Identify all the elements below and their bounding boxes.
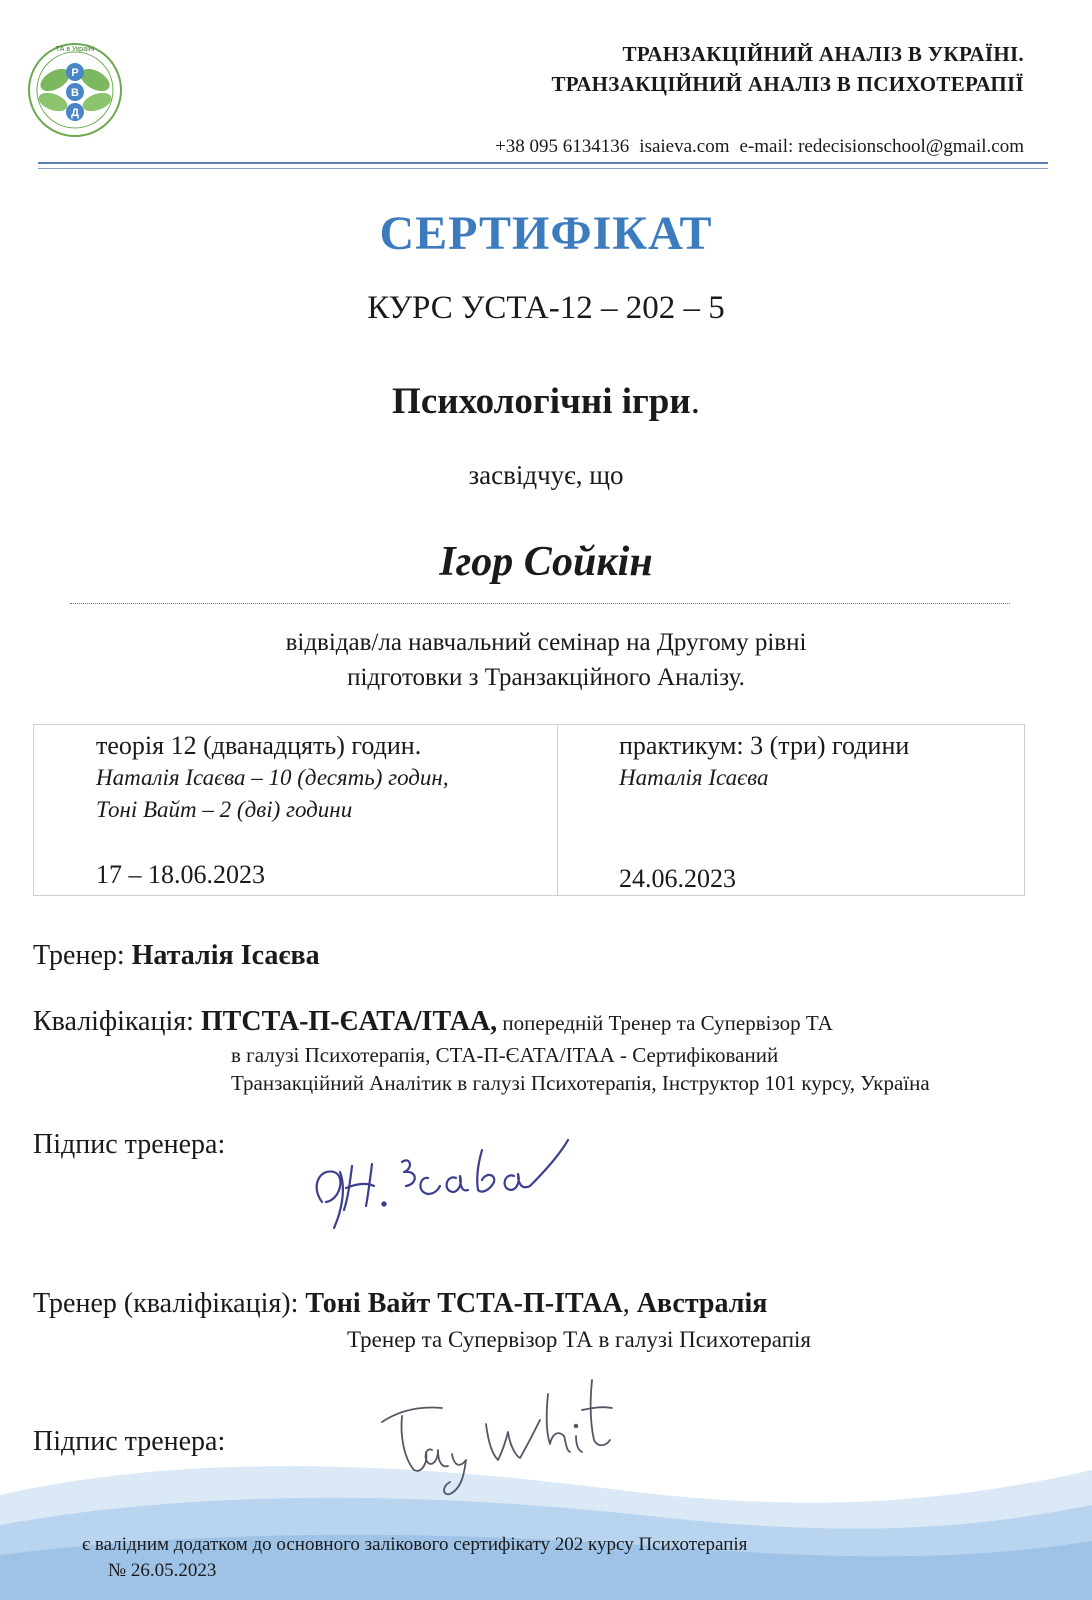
trainer-line <box>33 940 320 972</box>
contact-line <box>485 136 1024 158</box>
logo-letter-1: Р <box>71 67 79 79</box>
logo-ring-text: ТА в Україні <box>55 46 95 53</box>
header-title-line2: ТРАНЗАКЦІЙНИЙ АНАЛІЗ В ПСИХОТЕРАПІЇ <box>551 72 1024 96</box>
trainer2-role: Тренер та Супервізор ТА в галузі Психотерапія <box>347 1327 811 1352</box>
organization-logo <box>25 40 125 140</box>
course-topic-text: Психологічні ігри <box>392 381 691 422</box>
qualification-label: Кваліфікація: <box>33 1006 201 1037</box>
signature1-label: Підпис тренера: <box>33 1129 226 1160</box>
participant-name: Ігор Сойкін <box>439 539 653 585</box>
name-underline <box>70 603 1010 604</box>
contact-email: e-mail: redecisionschool@gmail.com <box>739 136 1024 157</box>
header-title-line1: ТРАНЗАКЦІЙНИЙ АНАЛІЗ В УКРАЇНІ. <box>622 42 1024 66</box>
course-topic-dot: . <box>690 381 700 422</box>
header-divider-thin <box>38 168 1048 169</box>
attendance-line2: підготовки з Транзакційного Аналізу. <box>347 664 745 691</box>
course-topic <box>0 380 1092 423</box>
certifies-text: засвідчує, що <box>468 460 624 490</box>
attendance-statement <box>0 625 1092 695</box>
header-divider <box>38 162 1048 164</box>
footer-validity-note: є валідним додатком до основного залікового сертифікату 202 курсу Психотерапія <box>82 1534 748 1555</box>
trainer2-name: Тоні Вайт ТСТА-П-ІТАА <box>305 1288 623 1319</box>
theory-trainer-1: Наталія Ісаєва – 10 (десять) годин, <box>96 765 449 790</box>
attendance-line1: відвідав/ла навчальний семінар на Другому рівні <box>285 629 807 656</box>
contact-phone: +38 095 6134136 <box>495 136 630 157</box>
qualification-line3: Транзакційний Аналітик в галузі Психотерапія, Інструктор 101 курсу, Україна <box>231 1071 930 1095</box>
trainer2-signature <box>380 1370 630 1520</box>
logo-letter-3: Д <box>71 107 79 119</box>
course-code: КУРС УСТА-12 – 202 – 5 <box>367 290 725 326</box>
signature2-label: Підпис тренера: <box>33 1426 226 1457</box>
contact-website: isaieva.com <box>639 136 730 157</box>
qualification-desc1: попередній Тренер та Супервізор ТА <box>497 1011 833 1035</box>
trainer-name: Наталія Ісаєва <box>131 940 320 971</box>
trainer-label: Тренер: <box>33 940 132 971</box>
trainer2-line <box>33 1288 767 1320</box>
hours-table-divider <box>557 724 558 896</box>
qualification-line2: в галузі Психотерапія, СТА-П-ЄАТА/ІТАА - Сертифікований <box>231 1043 779 1067</box>
trainer2-comma: , <box>622 1288 637 1319</box>
theory-hours: теорія 12 (дванадцять) годин. <box>96 731 422 760</box>
theory-dates: 17 – 18.06.2023 <box>96 860 265 889</box>
qualification-line1 <box>33 1006 833 1038</box>
practicum-hours: практикум: 3 (три) години <box>619 731 910 760</box>
trainer2-country: Австралія <box>636 1288 768 1319</box>
practicum-date: 24.06.2023 <box>619 864 736 893</box>
practicum-trainer: Наталія Ісаєва <box>619 765 769 790</box>
logo-letter-2: В <box>71 87 79 99</box>
trainer1-signature <box>300 1110 590 1240</box>
qualification-title: ПТСТА-П-ЄАТА/ІТАА, <box>200 1006 498 1037</box>
theory-trainer-2: Тоні Вайт – 2 (дві) години <box>96 797 353 822</box>
certificate-title: СЕРТИФІКАТ <box>379 207 713 260</box>
trainer2-label: Тренер (кваліфікація): <box>33 1288 306 1319</box>
footer-reference-number: № 26.05.2023 <box>108 1560 217 1581</box>
